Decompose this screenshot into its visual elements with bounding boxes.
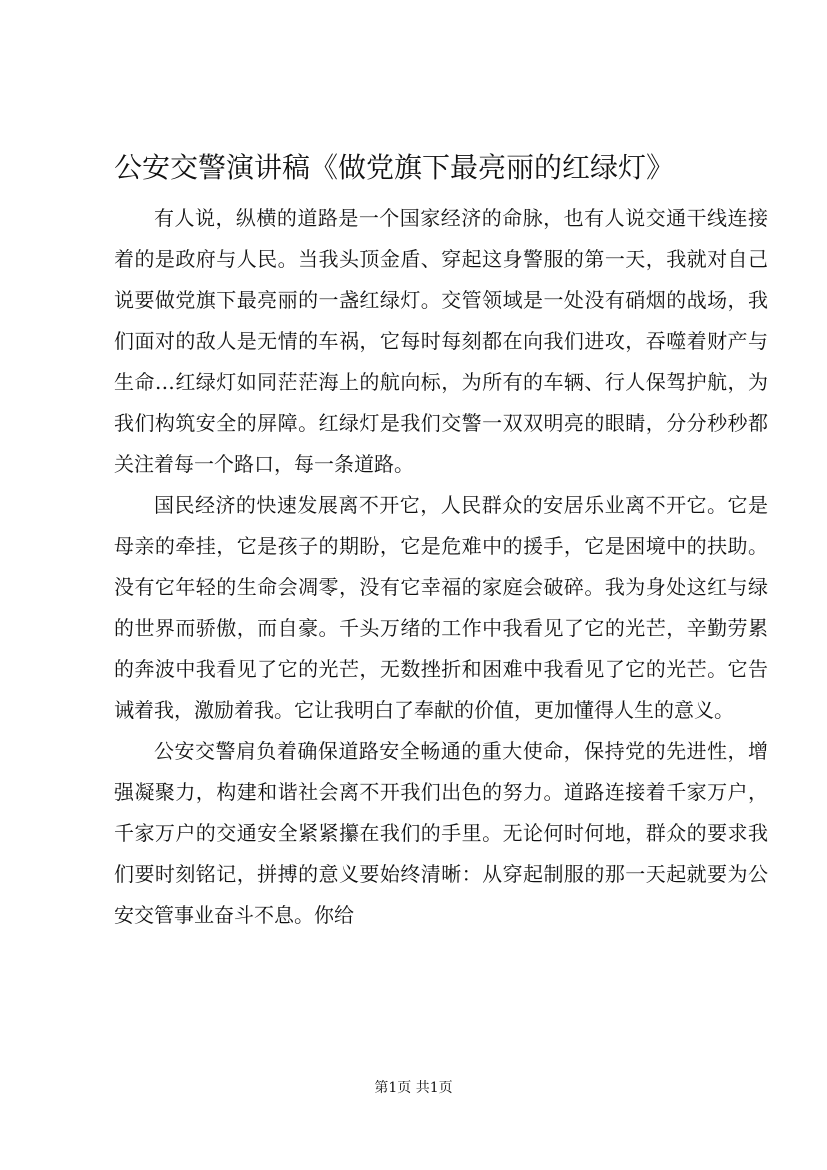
paragraph-3: 公安交警肩负着确保道路安全畅通的重大使命，保持党的先进性，增强凝聚力，构建和谐社会离不开我们出色的努力。道路连接着千家万户，千家万户的交通安全紧紧攥在我们的手里。无论何时何地，群众的要求我们要时刻铭记，拼搏的意义要始终清晰：从穿起制服的那一天起就要为公安交管事业奋斗不息。你给 bbox=[114, 739, 768, 927]
page-footer: 第1页 共1页 bbox=[374, 1080, 453, 1096]
document-body bbox=[114, 198, 768, 936]
paragraph-1: 有人说，纵横的道路是一个国家经济的命脉，也有人说交通干线连接着的是政府与人民。当我头顶金盾、穿起这身警服的第一天，我就对自己说要做党旗下最亮丽的一盏红绿灯。交管领域是一处没有硝烟的战场，我们面对的敌人是无情的车祸，它每时每刻都在向我们进攻，吞噬着财产与生命…红绿灯如同茫茫海上的航向标，为所有的车辆、行人保驾护航，为我们构筑安全的屏障。红绿灯是我们交警一双双明亮的眼睛，分分秒秒都关注着每一个路口，每一条道路。 bbox=[114, 206, 768, 476]
paragraph-2: 国民经济的快速发展离不开它，人民群众的安居乐业离不开它。它是母亲的牵挂，它是孩子的期盼，它是危难中的援手，它是困境中的扶助。没有它年轻的生命会凋零，没有它幸福的家庭会破碎。我为身处这红与绿的世界而骄傲，而自豪。千头万绪的工作中我看见了它的光芒，辛勤劳累的奔波中我看见了它的光芒，无数挫折和困难中我看见了它的光芒。它告诫着我，激励着我。它让我明白了奉献的价值，更加懂得人生的意义。 bbox=[114, 493, 768, 722]
document-title: 公安交警演讲稿《做党旗下最亮丽的红绿灯》 bbox=[114, 151, 675, 184]
